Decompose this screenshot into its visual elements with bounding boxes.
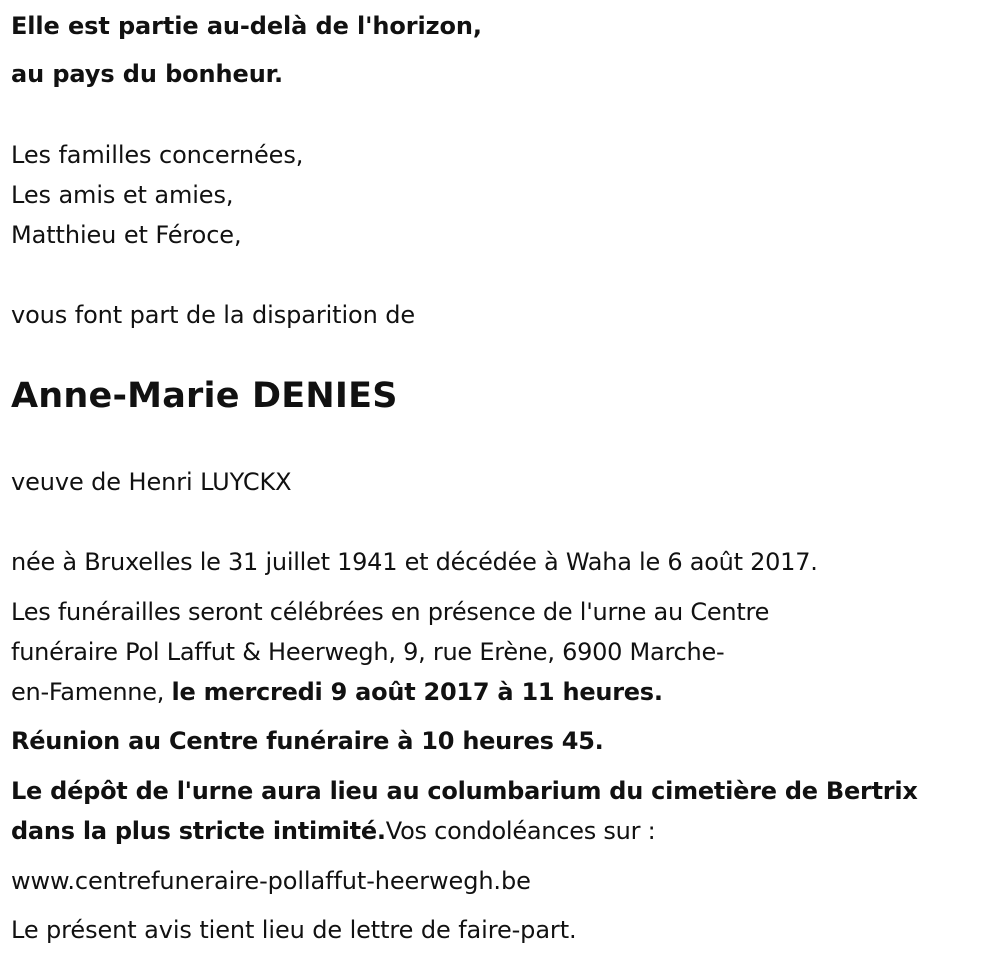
funeral-line-1: Les funérailles seront célébrées en présence de l'urne au Centre	[11, 598, 770, 626]
meeting-text: Réunion au Centre funéraire à 10 heures 45.	[11, 727, 604, 755]
funeral-location-end: en-Famenne,	[11, 678, 172, 706]
funeral-line-2: funéraire Pol Laffut & Heerwegh, 9, rue Erène, 6900 Marche-	[11, 638, 725, 666]
announcer-line-2: Les amis et amies,	[11, 181, 234, 209]
funeral-date-time: le mercredi 9 août 2017 à 11 heures.	[171, 678, 663, 706]
condolences-prompt: Vos condoléances sur :	[385, 817, 656, 845]
urn-intimacy: dans la plus stricte intimité.	[11, 817, 386, 845]
website-text: www.centrefuneraire-pollaffut-heerwegh.be	[11, 867, 531, 895]
epigraph-line-2: au pays du bonheur.	[11, 60, 284, 88]
birth-death-dates: née à Bruxelles le 31 juillet 1941 et décédée à Waha le 6 août 2017.	[11, 548, 818, 576]
intro-text: vous font part de la disparition de	[11, 301, 416, 329]
closing-text: Le présent avis tient lieu de lettre de faire-part.	[11, 916, 577, 944]
announcer-line-3: Matthieu et Féroce,	[11, 221, 242, 249]
spouse-text: veuve de Henri LUYCKX	[11, 468, 292, 496]
deceased-name: Anne-Marie DENIES	[11, 376, 398, 416]
announcer-line-1: Les familles concernées,	[11, 141, 304, 169]
epigraph-line-1: Elle est partie au-delà de l'horizon,	[11, 12, 482, 40]
urn-line-2	[11, 816, 655, 846]
funeral-line-3	[11, 677, 663, 707]
urn-line-1: Le dépôt de l'urne aura lieu au columbarium du cimetière de Bertrix	[11, 777, 918, 805]
